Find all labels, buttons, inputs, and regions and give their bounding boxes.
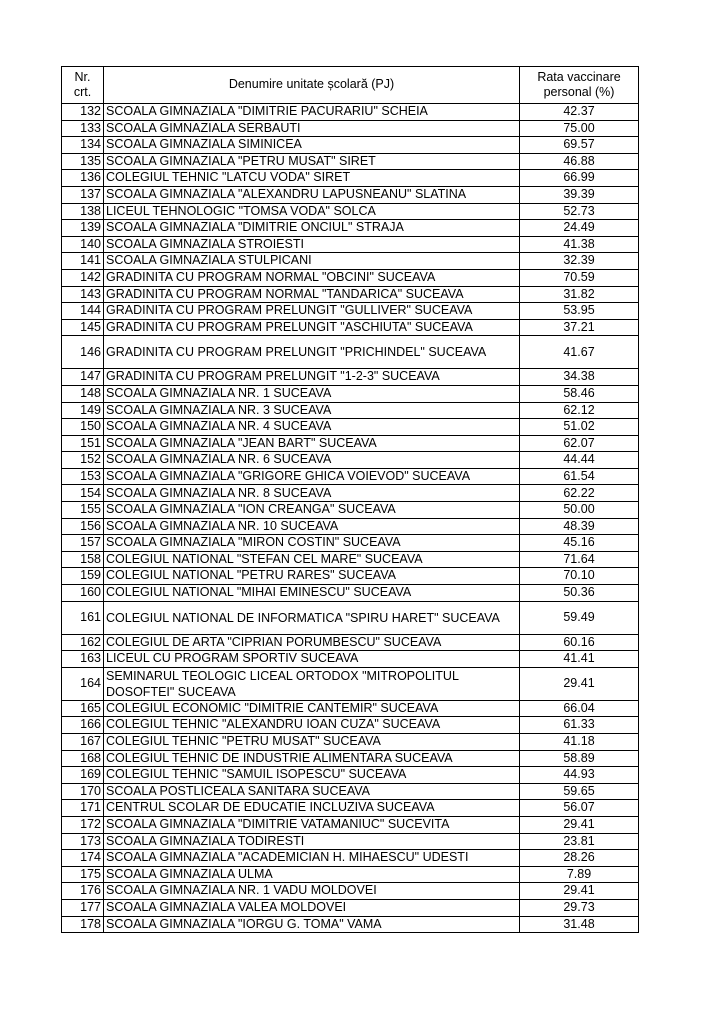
school-name-cell: SCOALA GIMNAZIALA STROIESTI <box>104 236 520 253</box>
table-row <box>62 899 639 916</box>
table-row <box>62 186 639 203</box>
row-number-cell: 177 <box>62 899 104 916</box>
vaccination-rate-cell: 37.21 <box>520 319 639 336</box>
vaccination-rate-cell: 69.57 <box>520 137 639 154</box>
school-name-cell: COLEGIUL ECONOMIC "DIMITRIE CANTEMIR" SUCEAVA <box>104 700 520 717</box>
vaccination-rate-cell: 45.16 <box>520 535 639 552</box>
table-row <box>62 866 639 883</box>
table-row <box>62 667 639 700</box>
vaccination-rate-cell: 71.64 <box>520 551 639 568</box>
header-rate-line1: Rata vaccinare <box>537 69 621 84</box>
vaccination-rate-cell: 31.48 <box>520 916 639 933</box>
vaccination-rate-cell: 39.39 <box>520 186 639 203</box>
vaccination-rate-cell: 42.37 <box>520 104 639 121</box>
school-name-cell: SCOALA GIMNAZIALA "DIMITRIE PACURARIU" SCHEIA <box>104 104 520 121</box>
school-name-cell: CENTRUL SCOLAR DE EDUCATIE INCLUZIVA SUCEAVA <box>104 800 520 817</box>
table-row <box>62 137 639 154</box>
row-number-cell: 141 <box>62 253 104 270</box>
school-name-cell: GRADINITA CU PROGRAM PRELUNGIT "GULLIVER" SUCEAVA <box>104 303 520 320</box>
table-row <box>62 883 639 900</box>
school-name-cell: SCOALA GIMNAZIALA "DIMITRIE VATAMANIUC" SUCEVITA <box>104 816 520 833</box>
row-number-cell: 144 <box>62 303 104 320</box>
row-number-cell: 137 <box>62 186 104 203</box>
school-name-cell: SCOALA GIMNAZIALA "MIRON COSTIN" SUCEAVA <box>104 535 520 552</box>
row-number-cell: 163 <box>62 651 104 668</box>
table-row <box>62 435 639 452</box>
vaccination-rate-cell: 59.65 <box>520 783 639 800</box>
school-name-cell: GRADINITA CU PROGRAM NORMAL "TANDARICA" SUCEAVA <box>104 286 520 303</box>
vaccination-rate-cell: 58.89 <box>520 750 639 767</box>
table-row <box>62 816 639 833</box>
table-row <box>62 634 639 651</box>
row-number-cell: 154 <box>62 485 104 502</box>
school-name-cell: SCOALA GIMNAZIALA VALEA MOLDOVEI <box>104 899 520 916</box>
school-name-cell: SCOALA GIMNAZIALA NR. 6 SUCEAVA <box>104 452 520 469</box>
vaccination-rate-cell: 41.41 <box>520 651 639 668</box>
vaccination-rate-cell: 24.49 <box>520 220 639 237</box>
vaccination-rate-cell: 29.41 <box>520 816 639 833</box>
school-name-cell: COLEGIUL NATIONAL "PETRU RARES" SUCEAVA <box>104 568 520 585</box>
table-row <box>62 485 639 502</box>
school-name-cell: COLEGIUL TEHNIC "PETRU MUSAT" SUCEAVA <box>104 734 520 751</box>
vaccination-rate-cell: 58.46 <box>520 385 639 402</box>
table-row <box>62 700 639 717</box>
vaccination-rate-cell: 66.99 <box>520 170 639 187</box>
row-number-cell: 146 <box>62 336 104 369</box>
vaccination-rate-cell: 41.18 <box>520 734 639 751</box>
row-number-cell: 149 <box>62 402 104 419</box>
school-name-cell: SCOALA GIMNAZIALA SIMINICEA <box>104 137 520 154</box>
school-name-cell: COLEGIUL DE ARTA "CIPRIAN PORUMBESCU" SUCEAVA <box>104 634 520 651</box>
row-number-cell: 164 <box>62 667 104 700</box>
vaccination-rate-cell: 23.81 <box>520 833 639 850</box>
table-row <box>62 319 639 336</box>
row-number-cell: 135 <box>62 153 104 170</box>
table-row <box>62 535 639 552</box>
vaccination-rate-cell: 46.88 <box>520 153 639 170</box>
vaccination-rate-cell: 75.00 <box>520 120 639 137</box>
vaccination-rate-cell: 29.41 <box>520 883 639 900</box>
row-number-cell: 142 <box>62 269 104 286</box>
vaccination-rate-cell: 59.49 <box>520 601 639 634</box>
table-row <box>62 303 639 320</box>
row-number-cell: 155 <box>62 502 104 519</box>
table-row <box>62 203 639 220</box>
school-name-cell: GRADINITA CU PROGRAM PRELUNGIT "1-2-3" SUCEAVA <box>104 369 520 386</box>
row-number-cell: 167 <box>62 734 104 751</box>
school-name-cell: COLEGIUL TEHNIC "ALEXANDRU IOAN CUZA" SUCEAVA <box>104 717 520 734</box>
header-nr-line1: Nr. <box>74 69 91 84</box>
row-number-cell: 162 <box>62 634 104 651</box>
row-number-cell: 139 <box>62 220 104 237</box>
row-number-cell: 134 <box>62 137 104 154</box>
school-name-cell: COLEGIUL NATIONAL "MIHAI EMINESCU" SUCEAVA <box>104 585 520 602</box>
row-number-cell: 160 <box>62 585 104 602</box>
table-row <box>62 734 639 751</box>
vaccination-rate-cell: 41.38 <box>520 236 639 253</box>
row-number-cell: 178 <box>62 916 104 933</box>
table-row <box>62 800 639 817</box>
table-row <box>62 585 639 602</box>
table-row <box>62 336 639 369</box>
row-number-cell: 138 <box>62 203 104 220</box>
row-number-cell: 176 <box>62 883 104 900</box>
row-number-cell: 148 <box>62 385 104 402</box>
vaccination-rate-cell: 50.36 <box>520 585 639 602</box>
row-number-cell: 172 <box>62 816 104 833</box>
vaccination-rate-cell: 52.73 <box>520 203 639 220</box>
vaccination-rate-cell: 56.07 <box>520 800 639 817</box>
school-name-cell: COLEGIUL TEHNIC "SAMUIL ISOPESCU" SUCEAVA <box>104 767 520 784</box>
school-name-cell: COLEGIUL TEHNIC "LATCU VODA" SIRET <box>104 170 520 187</box>
vaccination-rate-cell: 32.39 <box>520 253 639 270</box>
row-number-cell: 150 <box>62 419 104 436</box>
school-name-cell: SCOALA GIMNAZIALA "PETRU MUSAT" SIRET <box>104 153 520 170</box>
school-name-cell: SCOALA GIMNAZIALA "ALEXANDRU LAPUSNEANU" SLATINA <box>104 186 520 203</box>
table-row <box>62 916 639 933</box>
row-number-cell: 169 <box>62 767 104 784</box>
school-name-cell: COLEGIUL TEHNIC DE INDUSTRIE ALIMENTARA SUCEAVA <box>104 750 520 767</box>
row-number-cell: 153 <box>62 468 104 485</box>
school-name-cell: SCOALA GIMNAZIALA NR. 10 SUCEAVA <box>104 518 520 535</box>
vaccination-rate-cell: 61.54 <box>520 468 639 485</box>
row-number-cell: 136 <box>62 170 104 187</box>
table-row <box>62 385 639 402</box>
vaccination-rate-cell: 50.00 <box>520 502 639 519</box>
school-name-cell: SCOALA GIMNAZIALA NR. 1 SUCEAVA <box>104 385 520 402</box>
school-name-cell: SCOALA GIMNAZIALA "GRIGORE GHICA VOIEVOD" SUCEAVA <box>104 468 520 485</box>
table-row <box>62 369 639 386</box>
school-name-cell: GRADINITA CU PROGRAM PRELUNGIT "ASCHIUTA" SUCEAVA <box>104 319 520 336</box>
table-row <box>62 750 639 767</box>
vaccination-rate-cell: 44.93 <box>520 767 639 784</box>
table-row <box>62 850 639 867</box>
table-row <box>62 236 639 253</box>
row-number-cell: 171 <box>62 800 104 817</box>
vaccination-rate-cell: 7.89 <box>520 866 639 883</box>
vaccination-rate-cell: 31.82 <box>520 286 639 303</box>
school-name-cell: SCOALA GIMNAZIALA STULPICANI <box>104 253 520 270</box>
table-row <box>62 833 639 850</box>
table-row <box>62 551 639 568</box>
table-row <box>62 170 639 187</box>
row-number-cell: 161 <box>62 601 104 634</box>
table-row <box>62 518 639 535</box>
school-name-cell: LICEUL TEHNOLOGIC "TOMSA VODA" SOLCA <box>104 203 520 220</box>
row-number-cell: 170 <box>62 783 104 800</box>
school-name-cell: SEMINARUL TEOLOGIC LICEAL ORTODOX "MITROPOLITUL DOSOFTEI" SUCEAVA <box>104 667 520 700</box>
table-row <box>62 120 639 137</box>
table-row <box>62 601 639 634</box>
school-name-cell: SCOALA GIMNAZIALA NR. 4 SUCEAVA <box>104 419 520 436</box>
vaccination-rate-cell: 29.73 <box>520 899 639 916</box>
table-row <box>62 419 639 436</box>
school-name-cell: SCOALA GIMNAZIALA NR. 3 SUCEAVA <box>104 402 520 419</box>
row-number-cell: 152 <box>62 452 104 469</box>
table-header-row <box>62 67 639 104</box>
school-name-cell: COLEGIUL NATIONAL DE INFORMATICA "SPIRU HARET" SUCEAVA <box>104 601 520 634</box>
row-number-cell: 156 <box>62 518 104 535</box>
school-name-cell: SCOALA GIMNAZIALA ULMA <box>104 866 520 883</box>
table-row <box>62 402 639 419</box>
vaccination-rate-cell: 66.04 <box>520 700 639 717</box>
header-vaccination-rate <box>520 67 639 104</box>
header-unit-name: Denumire unitate școlară (PJ) <box>104 67 520 104</box>
row-number-cell: 151 <box>62 435 104 452</box>
vaccination-rate-cell: 28.26 <box>520 850 639 867</box>
vaccination-rate-cell: 53.95 <box>520 303 639 320</box>
vaccination-rate-cell: 60.16 <box>520 634 639 651</box>
school-name-cell: COLEGIUL NATIONAL "STEFAN CEL MARE" SUCEAVA <box>104 551 520 568</box>
vaccination-rate-cell: 62.12 <box>520 402 639 419</box>
row-number-cell: 145 <box>62 319 104 336</box>
vaccination-rate-cell: 70.10 <box>520 568 639 585</box>
row-number-cell: 174 <box>62 850 104 867</box>
table-row <box>62 104 639 121</box>
row-number-cell: 166 <box>62 717 104 734</box>
row-number-cell: 158 <box>62 551 104 568</box>
school-name-cell: SCOALA GIMNAZIALA "ACADEMICIAN H. MIHAESCU" UDESTI <box>104 850 520 867</box>
row-number-cell: 140 <box>62 236 104 253</box>
row-number-cell: 132 <box>62 104 104 121</box>
table-row <box>62 153 639 170</box>
vaccination-rate-cell: 29.41 <box>520 667 639 700</box>
school-name-cell: LICEUL CU PROGRAM SPORTIV SUCEAVA <box>104 651 520 668</box>
table-row <box>62 286 639 303</box>
table-row <box>62 220 639 237</box>
school-name-cell: SCOALA GIMNAZIALA "DIMITRIE ONCIUL" STRAJA <box>104 220 520 237</box>
school-name-cell: GRADINITA CU PROGRAM PRELUNGIT "PRICHINDEL" SUCEAVA <box>104 336 520 369</box>
header-rate-line2: personal (%) <box>543 85 615 99</box>
header-nr-line2: crt. <box>73 85 92 99</box>
table-row <box>62 767 639 784</box>
row-number-cell: 143 <box>62 286 104 303</box>
table-row <box>62 783 639 800</box>
vaccination-rate-cell: 41.67 <box>520 336 639 369</box>
vaccination-rate-cell: 34.38 <box>520 369 639 386</box>
school-name-cell: GRADINITA CU PROGRAM NORMAL "OBCINI" SUCEAVA <box>104 269 520 286</box>
table-row <box>62 717 639 734</box>
vaccination-rate-cell: 70.59 <box>520 269 639 286</box>
row-number-cell: 159 <box>62 568 104 585</box>
row-number-cell: 168 <box>62 750 104 767</box>
table-row <box>62 452 639 469</box>
vaccination-rate-cell: 44.44 <box>520 452 639 469</box>
row-number-cell: 173 <box>62 833 104 850</box>
table-row <box>62 269 639 286</box>
table-row <box>62 568 639 585</box>
school-name-cell: SCOALA GIMNAZIALA "ION CREANGA" SUCEAVA <box>104 502 520 519</box>
vaccination-rate-cell: 51.02 <box>520 419 639 436</box>
header-nr-crt <box>62 67 104 104</box>
vaccination-rate-table <box>61 66 639 933</box>
table-body <box>62 104 639 933</box>
school-name-cell: SCOALA GIMNAZIALA TODIRESTI <box>104 833 520 850</box>
table-row <box>62 502 639 519</box>
table-row <box>62 253 639 270</box>
vaccination-rate-cell: 62.22 <box>520 485 639 502</box>
school-name-cell: SCOALA GIMNAZIALA "JEAN BART" SUCEAVA <box>104 435 520 452</box>
school-name-cell: SCOALA GIMNAZIALA "IORGU G. TOMA" VAMA <box>104 916 520 933</box>
table-row <box>62 468 639 485</box>
school-name-cell: SCOALA POSTLICEALA SANITARA SUCEAVA <box>104 783 520 800</box>
table-row <box>62 651 639 668</box>
vaccination-rate-cell: 48.39 <box>520 518 639 535</box>
vaccination-rate-cell: 61.33 <box>520 717 639 734</box>
vaccination-rate-cell: 62.07 <box>520 435 639 452</box>
school-name-cell: SCOALA GIMNAZIALA SERBAUTI <box>104 120 520 137</box>
row-number-cell: 165 <box>62 700 104 717</box>
row-number-cell: 147 <box>62 369 104 386</box>
row-number-cell: 133 <box>62 120 104 137</box>
row-number-cell: 157 <box>62 535 104 552</box>
row-number-cell: 175 <box>62 866 104 883</box>
school-name-cell: SCOALA GIMNAZIALA NR. 1 VADU MOLDOVEI <box>104 883 520 900</box>
school-name-cell: SCOALA GIMNAZIALA NR. 8 SUCEAVA <box>104 485 520 502</box>
